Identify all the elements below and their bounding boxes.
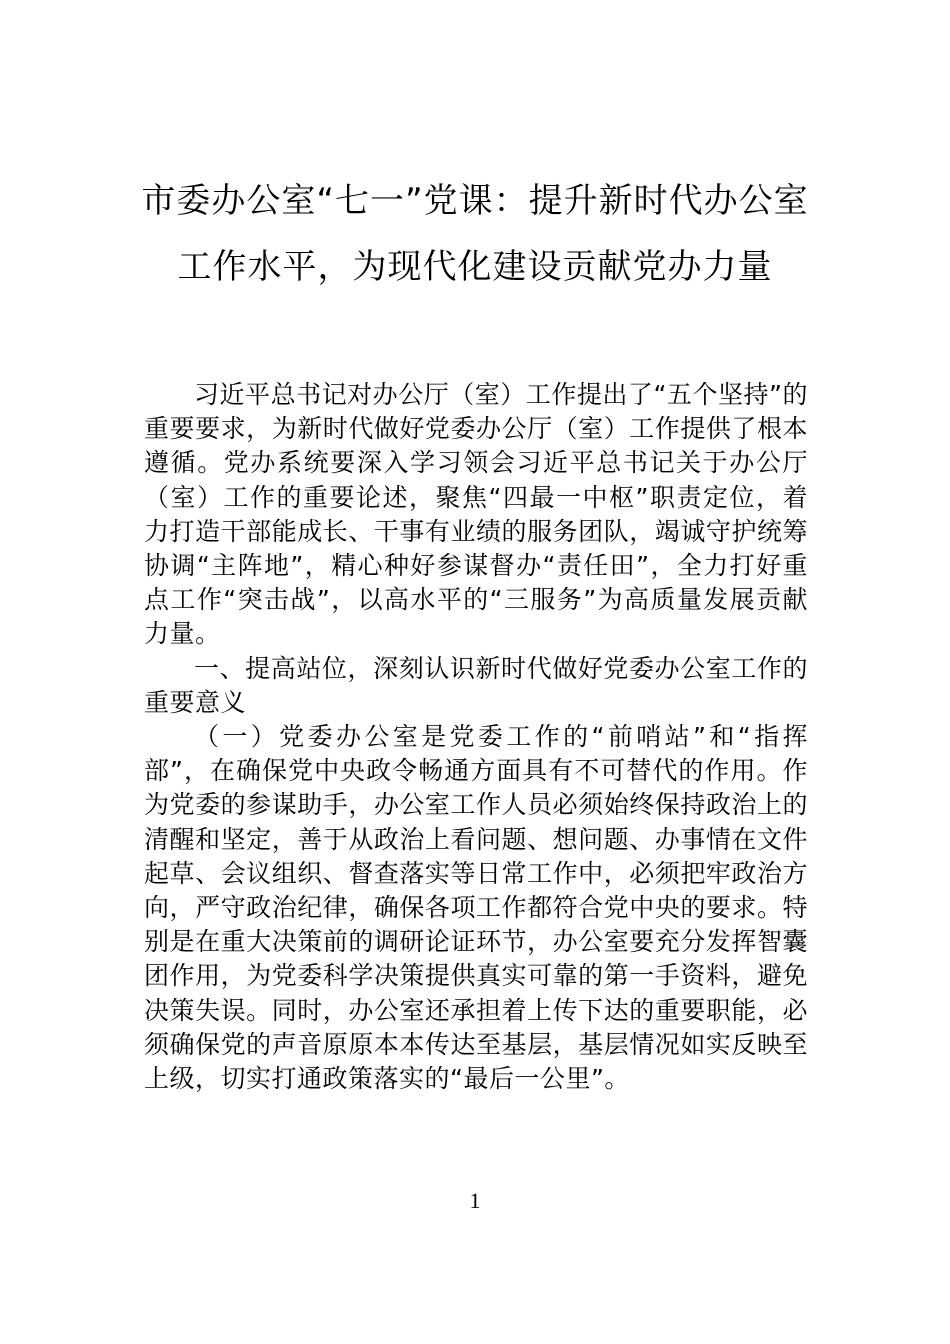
paragraph-subsection-1: （一）党委办公室是党委工作的“前哨站”和“指挥部”，在确保党中央政令畅通方面具有不可替代的作用。作为党委的参谋助手，办公室工作人员必须始终保持政治上的清醒和坚定，善于从政治上看问题、想问题、办事情在文件起草、会议组织、督查落实等日常工作中，必须把牢政治方向，严守政治纪律，确保各项工作都符合党中央的要求。特别是在重大决策前的调研论证环节，办公室要充分发挥智囊团作用，为党委科学决策提供真实可靠的第一手资料，避免决策失误。同时，办公室还承担着上传下达的重要职能，必须确保党的声音原原本本传达至基层，基层情况如实反映至上级，切实打通政策落实的“最后一公里”。 bbox=[144, 722, 808, 1094]
paragraph-intro: 习近平总书记对办公厅（室）工作提出了“五个坚持”的重要要求，为新时代做好党委办公厅（室）工作提供了根本遵循。党办系统要深入学习领会习近平总书记关于办公厅（室）工作的重要论述，聚焦“四最一中枢”职责定位，着力打造干部能成长、干事有业绩的服务团队，竭诚守护统筹协调“主阵地”，精心种好参谋督办“责任田”，全力打好重点工作“突击战”，以高水平的“三服务”为高质量发展贡献力量。 bbox=[144, 380, 808, 649]
document-title: 市委办公室“七一”党课：提升新时代办公室工作水平，为现代化建设贡献党办力量 bbox=[141, 181, 809, 287]
page-number: 1 bbox=[469, 1188, 481, 1213]
document-body bbox=[144, 378, 808, 1096]
section-heading-1: 一、提高站位，深刻认识新时代做好党委办公室工作的重要意义 bbox=[144, 653, 808, 717]
